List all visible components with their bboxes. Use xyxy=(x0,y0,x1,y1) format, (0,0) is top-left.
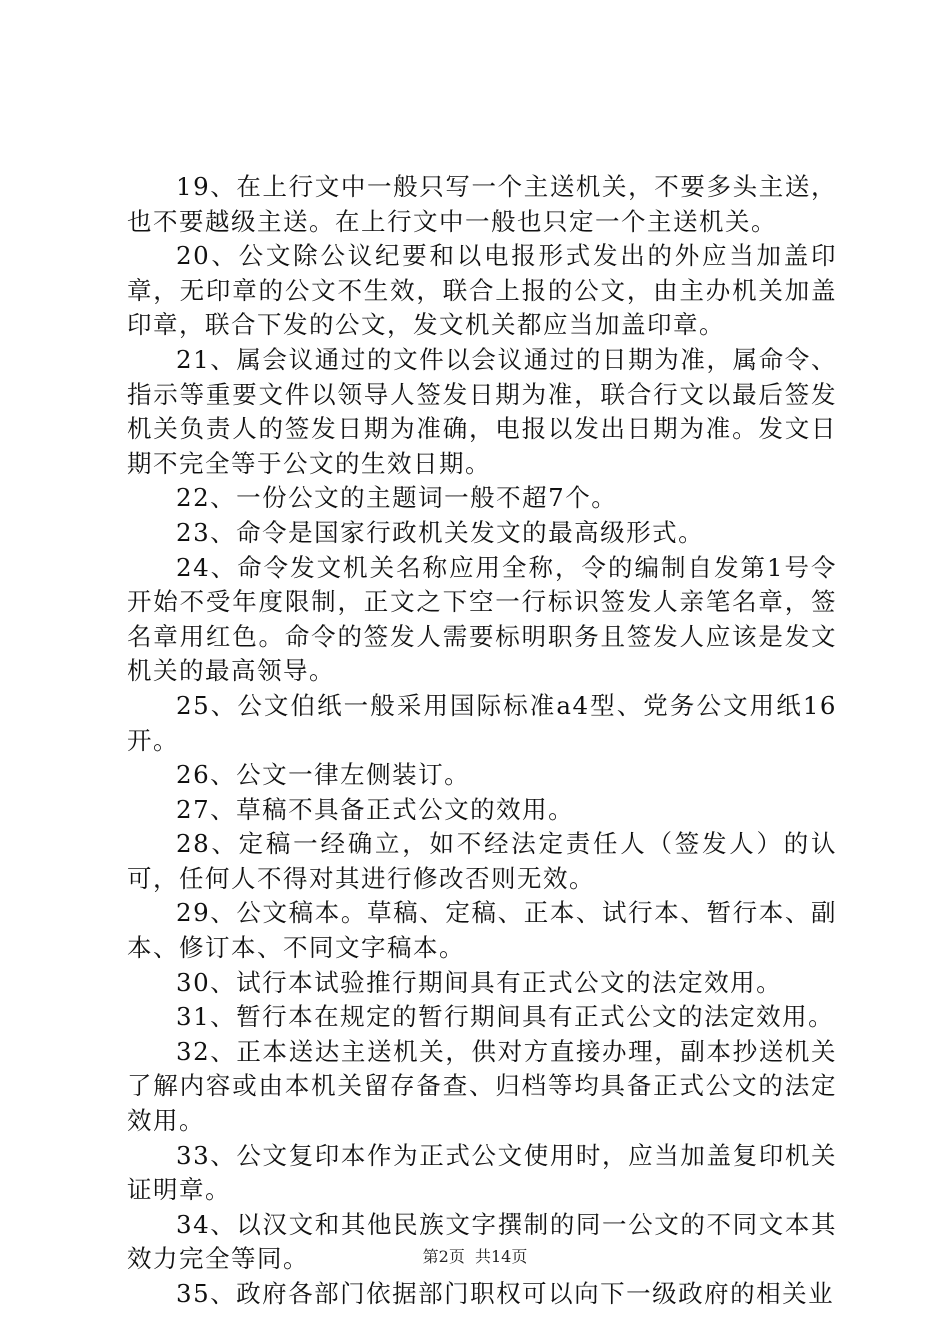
paragraph-32: 32、正本送达主送机关，供对方直接办理，副本抄送机关了解内容或由本机关留存备查、归档等均具备正式公文的法定效用。 xyxy=(127,1036,837,1136)
paragraph-21: 21、属会议通过的文件以会议通过的日期为准，属命令、指示等重要文件以领导人签发日期为准，联合行文以最后签发机关负责人的签发日期为准确，电报以发出日期为准。发文日期不完全等于公文的生效日期。 xyxy=(127,344,837,478)
paragraph-29: 29、公文稿本。草稿、定稿、正本、试行本、暂行本、副本、修订本、不同文字稿本。 xyxy=(127,898,837,963)
paragraph-24: 24、命令发文机关名称应用全称，令的编制自发第1号令开始不受年度限制，正文之下空一行标识签发人亲笔名章，签名章用红色。命令的签发人需要标明职务且签发人应该是发文机关的最高领导。 xyxy=(127,552,837,686)
paragraph-19: 19、在上行文中一般只写一个主送机关，不要多头主送，也不要越级主送。在上行文中一般也只定一个主送机关。 xyxy=(127,172,837,236)
paragraph-30: 30、试行本试验推行期间具有正式公文的法定效用。 xyxy=(176,967,783,997)
paragraph-28: 28、定稿一经确立，如不经法定责任人（签发人）的认可，任何人不得对其进行修改否则无效。 xyxy=(127,829,837,893)
page-footer xyxy=(0,1244,950,1267)
document-body xyxy=(127,170,837,1312)
paragraph-26: 26、公文一律左侧装订。 xyxy=(176,760,471,790)
paragraph-31: 31、暂行本在规定的暂行期间具有正式公文的法定效用。 xyxy=(176,1002,835,1032)
paragraph-34: 34、以汉文和其他民族文字撰制的同一公文的不同文本其效力完全等同。 xyxy=(127,1209,837,1274)
paragraph-25: 25、公文伯纸一般采用国际标准a4型、党务公文用纸16开。 xyxy=(127,690,837,755)
paragraph-23: 23、命令是国家行政机关发文的最高级形式。 xyxy=(176,517,705,547)
paragraph-35: 35、政府各部门依据部门职权可以向下一级政府的相关业 xyxy=(176,1279,835,1308)
page-number-label: 第2页 共14页 xyxy=(422,1247,528,1266)
paragraph-22: 22、一份公文的主题词一般不超7个。 xyxy=(176,483,618,513)
paragraph-33: 33、公文复印本作为正式公文使用时，应当加盖复印机关证明章。 xyxy=(127,1140,837,1205)
paragraph-20: 20、公文除公议纪要和以电报形式发出的外应当加盖印章，无印章的公文不生效，联合上报的公文，由主办机关加盖印章，联合下发的公文，发文机关都应当加盖印章。 xyxy=(127,241,837,340)
paragraph-27: 27、草稿不具备正式公文的效用。 xyxy=(176,794,575,824)
